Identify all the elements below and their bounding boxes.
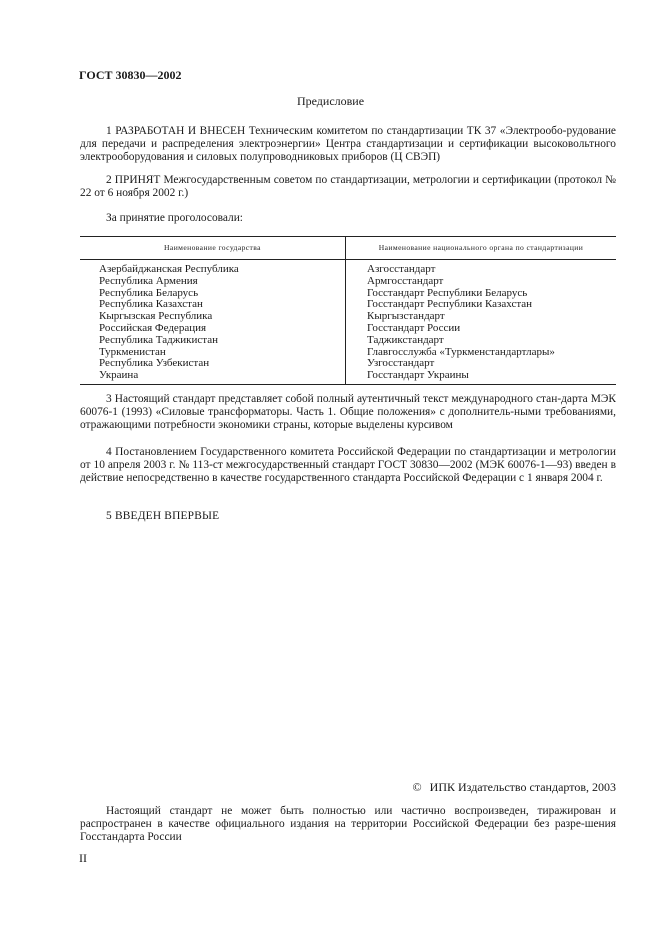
state-name: Республика Казахстан bbox=[99, 298, 203, 311]
voting-intro-text: За принятие проголосовали: bbox=[106, 212, 243, 224]
reproduction-notice-text: Настоящий стандарт не может быть полностью или частично воспроизведен, тиражирован и распространен в качестве официального издания на территории Российской Федерации без разре-шения Госстандарта России bbox=[80, 805, 616, 843]
paragraph-3-text: 3 Настоящий стандарт представляет собой полный аутентичный текст международного стан-дарта МЭК 60076-1 (1993) «Силовые трансформаторы. Часть 1. Общие положения» с дополнитель-ными требованиями, отражающими потребности экономики страны, которые выделены курсивом bbox=[80, 393, 616, 431]
copyright-line bbox=[413, 781, 616, 794]
paragraph-1-text: 1 РАЗРАБОТАН И ВНЕСЕН Техническим комитетом по стандартизации ТК 37 «Электрообо-рудование для передачи и распределения электроэнергии» Центра стандартизации и сертификации высоковольтного электрооборудования и силовых полупроводниковых приборов (Ц СВЭП) bbox=[80, 125, 616, 163]
voting-table-body-row bbox=[80, 260, 616, 385]
paragraph-5-text: 5 ВВЕДЕН ВПЕРВЫЕ bbox=[106, 510, 220, 522]
copyright-text: ИПК Издательство стандартов, 2003 bbox=[429, 780, 616, 794]
copyright-icon: © bbox=[412, 780, 422, 794]
paragraph-5 bbox=[80, 510, 616, 523]
column-header-body: Наименование национального органа по стандартизации bbox=[346, 237, 617, 260]
standards-body-name: Главгосслужба «Туркменстандартлары» bbox=[367, 345, 555, 358]
state-name: Республика Узбекистан bbox=[99, 357, 210, 370]
standards-body-name: Госстандарт Республики Беларусь bbox=[367, 286, 528, 299]
document-code: ГОСТ 30830—2002 bbox=[79, 68, 182, 82]
voting-intro bbox=[80, 212, 616, 225]
bodies-column bbox=[346, 260, 617, 385]
standards-body-name: Таджикстандарт bbox=[367, 333, 444, 346]
page-number: II bbox=[79, 851, 87, 865]
voting-table bbox=[80, 236, 616, 385]
paragraph-1 bbox=[80, 125, 616, 164]
state-name: Украина bbox=[99, 369, 139, 382]
standards-body-name: Госстандарт России bbox=[367, 321, 461, 334]
state-name: Республика Таджикистан bbox=[99, 333, 218, 346]
state-name: Кыргызская Республика bbox=[99, 310, 213, 323]
standards-body-name: Госстандарт Республики Казахстан bbox=[367, 298, 533, 311]
paragraph-4 bbox=[80, 446, 616, 485]
state-name: Азербайджанская Республика bbox=[99, 263, 239, 275]
column-header-state: Наименование государства bbox=[80, 237, 346, 260]
states-column bbox=[80, 260, 346, 385]
standards-body-name: Узгосстандарт bbox=[367, 357, 435, 370]
reproduction-notice bbox=[80, 805, 616, 844]
paragraph-3 bbox=[80, 393, 616, 432]
standards-body-name: Кыргызстандарт bbox=[367, 310, 445, 323]
state-name: Республика Армения bbox=[99, 274, 198, 287]
standards-body-name: Госстандарт Украины bbox=[367, 369, 469, 382]
standards-body-name: Азгосстандарт bbox=[367, 263, 436, 275]
state-name: Республика Беларусь bbox=[99, 286, 199, 299]
state-name: Туркменистан bbox=[99, 345, 166, 358]
paragraph-2-text: 2 ПРИНЯТ Межгосударственным советом по стандартизации, метрологии и сертификации (протокол № 22 от 6 ноября 2002 г.) bbox=[80, 174, 616, 199]
section-title: Предисловие bbox=[296, 94, 365, 108]
voting-table-header-row bbox=[80, 237, 616, 260]
paragraph-2 bbox=[80, 174, 616, 200]
standards-body-name: Армгосстандарт bbox=[367, 274, 444, 287]
paragraph-4-text: 4 Постановлением Государственного комитета Российской Федерации по стандартизации и метрологии от 10 апреля 2003 г. № 113-ст межгосударственный стандарт ГОСТ 30830—2002 (МЭК 60076-1—93) введен в действие непосредственно в качестве государственного стандарта Российской Федерации с 1 января 2004 г. bbox=[80, 446, 616, 484]
state-name: Российская Федерация bbox=[99, 321, 207, 334]
